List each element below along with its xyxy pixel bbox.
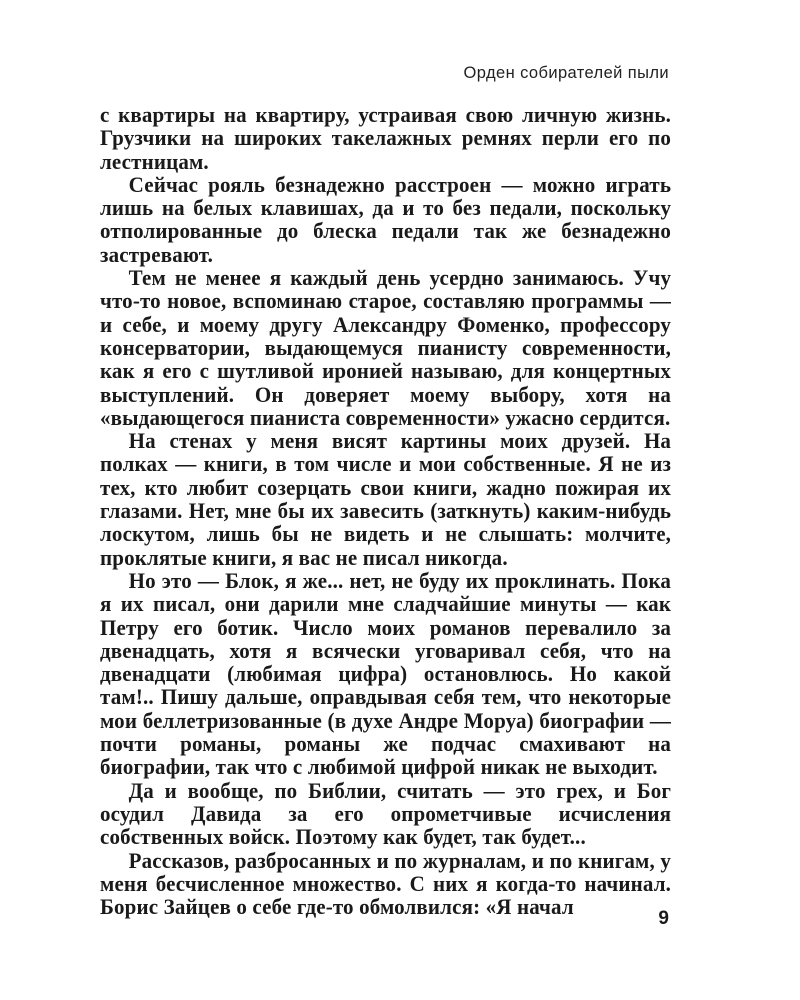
paragraph: Да и вообще, по Библии, считать — это грех, и Бог осудил Давида за его опрометчивые исчисления собственных войск. Поэтому как будет, так будет... [100,777,672,850]
paragraph: Рассказов, разбросанных и по журналам, и по книгам, у меня бесчисленное множество. С них я когда-то начинал. Борис Зайцев о себе где-то обмолвился: «Я начал [100,847,672,920]
paragraph: Сейчас рояль безнадежно расстроен — можно играть лишь на белых клавишах, да и то без педали, поскольку отполированные до блеска педали так же безнадежно застревают. [100,171,672,267]
paragraph: Тем не менее я каждый день усердно занимаюсь. Учу что-то новое, вспоминаю старое, составляю программы — и себе, и моему другу Александру Фоменко, профессору консерватории, выдающемуся пианисту современности, как я его с шутливой иронией называю, для концертных выступлений. Он доверяет моему выбору, хотя на «выдающегося пианиста современности» ужасно сердится. [100,265,672,430]
page-body [100,103,671,918]
paragraph: На стенах у меня висят картины моих друзей. На полках — книги, в том числе и мои собственные. Я не из тех, кто любит созерцать свои книги, жадно пожирая их глазами. Нет, мне бы их завесить (заткнуть) каким-нибудь лоскутом, лишь бы не видеть и не слышать: молчите, проклятые книги, я вас не писал никогда. [100,428,672,570]
paragraph: Но это — Блок, я же... нет, не буду их проклинать. Пока я их писал, они дарили мне сладчайшие минуты — как Петру его ботик. Число моих романов перевалило за двенадцать, хотя я всячески уговаривал себя, что на двенадцати (любимая цифра) остановлюсь. Но какой там!.. Пишу дальше, оправдывая себя тем, что некоторые мои беллетризованные (в духе Андре Моруа) биографии — почти романы, романы же подчас смахивают на биографии, так что с любимой цифрой никак не выходит. [100,567,672,780]
paragraph: с квартиры на квартиру, устраивая свою личную жизнь. Грузчики на широких такелажных ремнях перли его по лестницам. [100,102,672,174]
page-number: 9 [658,908,669,929]
running-header: Орден собирателей пыли [463,64,669,82]
